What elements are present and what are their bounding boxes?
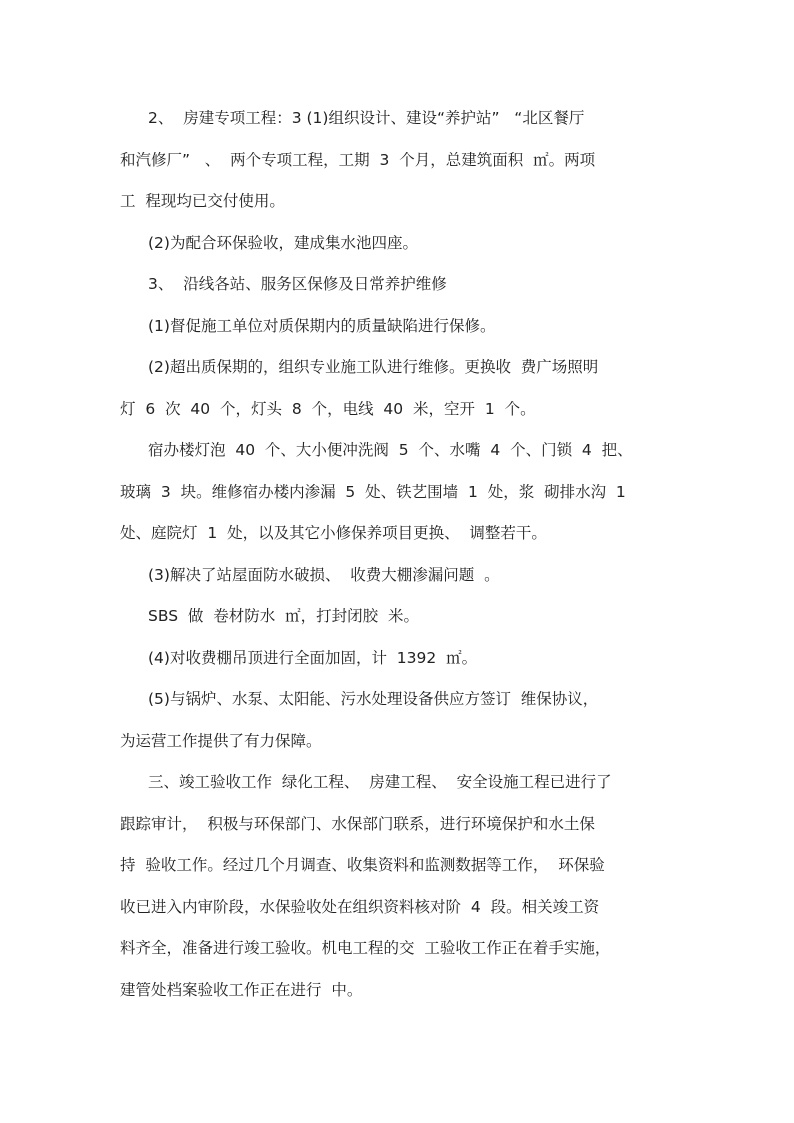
text-line: (1)督促施工单位对质保期内的质量缺陷进行保修。 xyxy=(148,316,496,335)
text-line: (4)对收费棚吊顶进行全面加固，计 1392 ㎡。 xyxy=(148,648,478,667)
text-line: 2、 房建专项工程：3 (1)组织设计、建设“养护站” “北区餐厅 xyxy=(148,109,585,127)
text-line: 3、 沿线各站、服务区保修及日常养护维修 xyxy=(148,275,447,293)
text-line: 工 程现均已交付使用。 xyxy=(120,192,285,210)
text-line: 处、庭院灯 1 处，以及其它小修保养项目更换、 调整若干。 xyxy=(120,524,547,542)
text-line: 宿办楼灯泡 40 个、大小便冲洗阀 5 个、水嘴 4 个、门锁 4 把、 xyxy=(148,441,633,459)
document-body xyxy=(120,98,680,1011)
text-line: 为运营工作提供了有力保障。 xyxy=(120,731,322,750)
text-line: (5)与锅炉、水泵、太阳能、污水处理设备供应方签订 维保协议， xyxy=(148,690,599,708)
text-line: 持 验收工作。经过几个月调查、收集资料和监测数据等工作， 环保验 xyxy=(120,856,605,874)
text-line: 跟踪审计， 积极与环保部门、水保部门联系，进行环境保护和水土保 xyxy=(120,814,595,833)
text-line: SBS 做 卷材防水 ㎡，打封闭胶 米。 xyxy=(148,607,419,625)
text-line: 建管处档案验收工作正在进行 中。 xyxy=(120,980,363,999)
text-line: (3)解决了站屋面防水破损、 收费大棚渗漏问题 。 xyxy=(148,565,500,584)
text-line: 和汽修厂” 、 两个专项工程，工期 3 个月，总建筑面积 ㎡。两项 xyxy=(120,150,596,169)
text-line: 灯 6 次 40 个，灯头 8 个，电线 40 米，空开 1 个。 xyxy=(120,399,536,418)
text-line: (2)为配合环保验收，建成集水池四座。 xyxy=(148,233,418,252)
text-line: 料齐全，准备进行竣工验收。机电工程的交 工验收工作正在着手实施， xyxy=(120,939,611,957)
text-line: 收已进入内审阶段，水保验收处在组织资料核对阶 4 段。相关竣工资 xyxy=(120,897,600,916)
text-line: 三、竣工验收工作 绿化工程、 房建工程、 安全设施工程已进行了 xyxy=(148,773,612,791)
text-line: (2)超出质保期的，组织专业施工队进行维修。更换收 费广场照明 xyxy=(148,358,599,376)
text-line: 玻璃 3 块。维修宿办楼内渗漏 5 处、铁艺围墙 1 处，浆 砌排水沟 1 xyxy=(120,482,626,501)
